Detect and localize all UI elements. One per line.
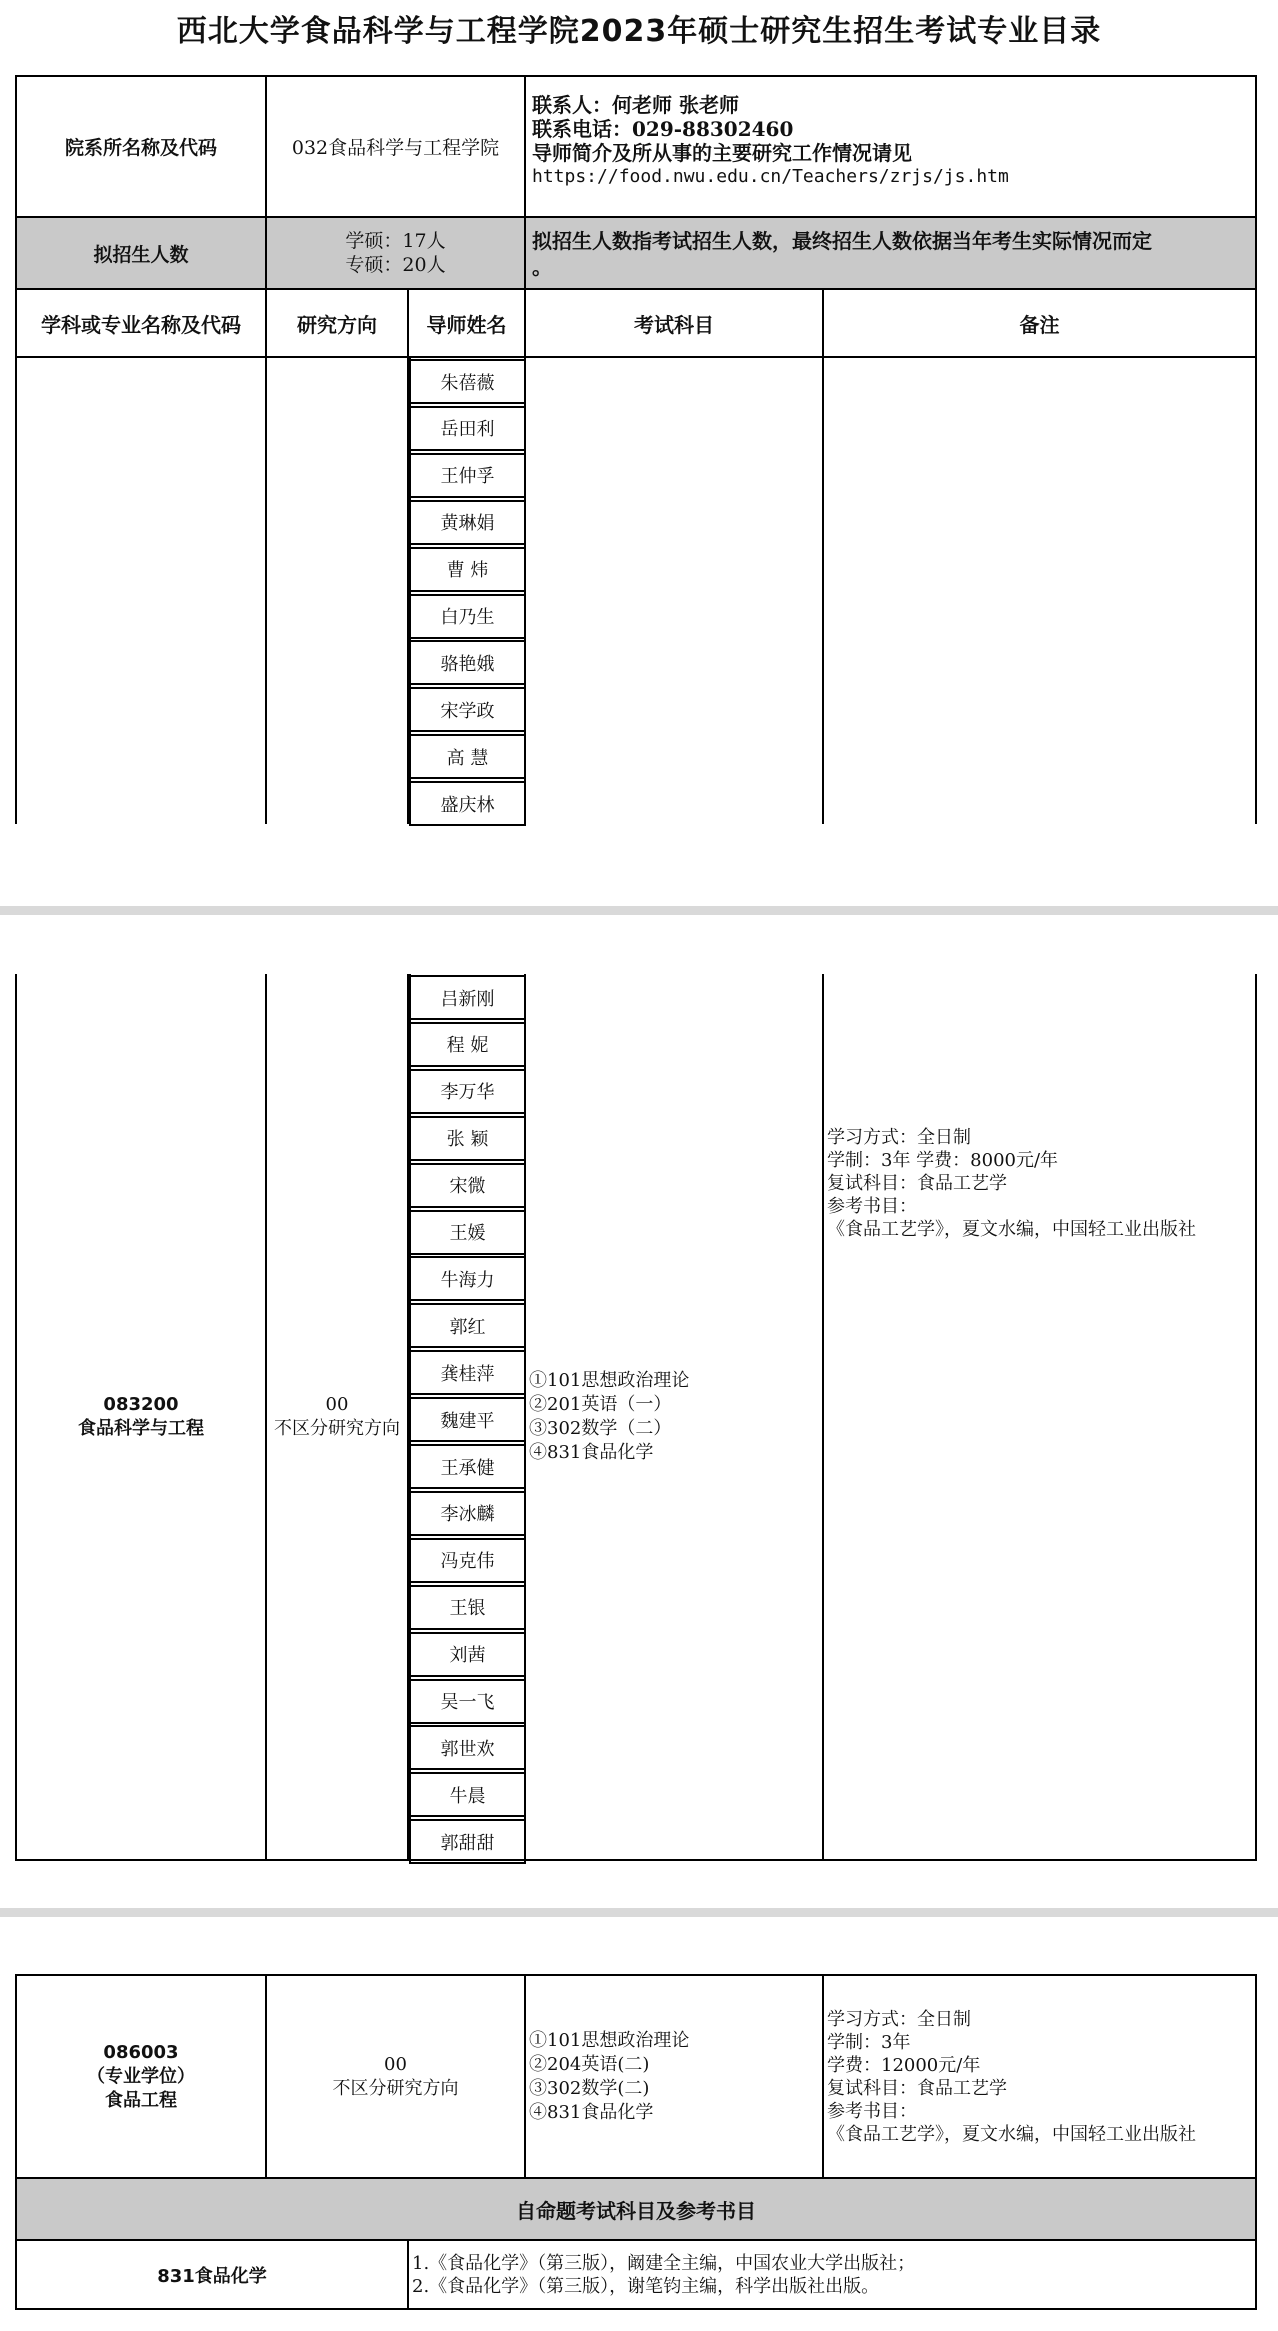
major2-remark-4: 复试科目：食品工艺学	[827, 2078, 1007, 2099]
supervisor-name: 李冰麟	[409, 1491, 526, 1536]
quota-xueshuo: 学硕：17人	[345, 230, 446, 252]
major1-remark-3: 复试科目：食品工艺学	[827, 1173, 1007, 1194]
supervisor-name: 白乃生	[409, 594, 526, 639]
self-exam-book-1: 1.《食品化学》（第三版），阚建全主编，中国农业大学出版社；	[412, 2252, 916, 2274]
supervisor-name: 龚桂萍	[409, 1350, 526, 1395]
supervisor-name: 王仲孚	[409, 453, 526, 498]
major2-exam-3: ③302数学(二)	[529, 2077, 650, 2099]
supervisor-name: 岳田利	[409, 406, 526, 451]
major1-remark-2: 学制：3年 学费：8000元/年	[827, 1150, 1059, 1171]
supervisor-name: 郭甜甜	[409, 1819, 526, 1864]
major2-exam-1: ①101思想政治理论	[529, 2029, 690, 2051]
col-header-direction	[267, 290, 409, 358]
col-header-exam	[526, 290, 824, 358]
page-title: 西北大学食品科学与工程学院2023年硕士研究生招生考试专业目录	[176, 14, 1102, 49]
contact-cell	[526, 75, 1257, 218]
major1-exam-cell	[526, 974, 824, 1861]
major2-exam-2: ②204英语(二)	[529, 2053, 650, 2075]
dept-value: 032食品科学与工程学院	[291, 137, 500, 159]
col-header-supervisor	[409, 290, 526, 358]
major2-direction-name: 不区分研究方向	[332, 2077, 459, 2099]
major2-exam-4: ④831食品化学	[529, 2101, 654, 2123]
supervisor-name: 骆艳娥	[409, 640, 526, 685]
contact-people: 联系人：何老师 张老师	[532, 93, 739, 117]
supervisor-name: 宋微	[409, 1163, 526, 1208]
major1-remark-1: 学习方式：全日制	[827, 1127, 971, 1148]
supervisor-name: 吴一飞	[409, 1679, 526, 1724]
major-col-p1	[15, 358, 267, 824]
major2-remark-1: 学习方式：全日制	[827, 2009, 971, 2030]
contact-phone: 联系电话：029-88302460	[532, 117, 794, 141]
contact-note: 导师简介及所从事的主要研究工作情况请见	[532, 141, 912, 165]
major1-direction-code: 00	[325, 1393, 349, 1415]
col-header-exam-label: 考试科目	[634, 312, 714, 337]
self-exam-subject-cell	[15, 2241, 409, 2310]
supervisor-name: 吕新刚	[409, 975, 526, 1020]
major1-exam-4: ④831食品化学	[529, 1441, 654, 1463]
major2-remark-3: 学费：12000元/年	[827, 2055, 981, 2076]
major1-direction-name: 不区分研究方向	[274, 1417, 400, 1439]
major1-remarks-cell	[824, 974, 1257, 1861]
dept-value-cell	[267, 75, 526, 218]
supervisor-name: 魏建平	[409, 1397, 526, 1442]
quota-zhuanshuo: 专硕：20人	[345, 254, 446, 276]
quota-note-line1: 拟招生人数指考试招生人数，最终招生人数依据当年考生实际情况而定	[532, 229, 1152, 253]
supervisor-name: 宋学政	[409, 687, 526, 732]
self-exam-header	[15, 2179, 1257, 2241]
self-exam-book-2: 2.《食品化学》（第三版），谢笔钧主编，科学出版社出版。	[412, 2275, 880, 2297]
major2-cell	[15, 1974, 267, 2179]
page-separator	[0, 1908, 1278, 1917]
major1-name: 食品科学与工程	[78, 1417, 204, 1439]
col-header-remarks	[824, 290, 1257, 358]
supervisor-name: 黄琳娟	[409, 500, 526, 545]
self-exam-header-label: 自命题考试科目及参考书目	[516, 2198, 756, 2223]
supervisor-name: 郭红	[409, 1303, 526, 1348]
dept-label: 院系所名称及代码	[64, 137, 217, 159]
col-header-direction-label: 研究方向	[297, 312, 377, 337]
quota-label: 拟招生人数	[93, 243, 189, 266]
col-header-remarks-label: 备注	[1019, 312, 1060, 337]
supervisor-col-p2	[409, 974, 526, 1861]
self-exam-subject: 831食品化学	[157, 2265, 267, 2287]
quota-value-cell	[267, 218, 526, 290]
col-header-supervisor-label: 导师姓名	[426, 312, 507, 337]
supervisor-col-p1	[409, 358, 526, 824]
quota-note-line2: 。	[532, 255, 552, 279]
exam-col-p1	[526, 358, 824, 824]
major2-direction-code: 00	[384, 2053, 407, 2075]
major2-remark-5: 参考书目：	[827, 2101, 917, 2122]
self-exam-books-cell	[409, 2241, 1257, 2310]
supervisor-name: 王媛	[409, 1210, 526, 1255]
major2-remark-6: 《食品工艺学》，夏文水编，中国轻工业出版社	[827, 2124, 1196, 2145]
major1-cell	[15, 974, 267, 1861]
supervisor-name: 李万华	[409, 1069, 526, 1114]
supervisor-name: 王银	[409, 1585, 526, 1630]
dept-label-cell	[15, 75, 267, 218]
supervisor-name: 郭世欢	[409, 1725, 526, 1770]
supervisor-name: 王承健	[409, 1444, 526, 1489]
major1-remark-4: 参考书目：	[827, 1196, 917, 1217]
supervisor-name: 高 慧	[409, 734, 526, 779]
major1-direction-cell	[267, 974, 409, 1861]
page-separator	[0, 906, 1278, 915]
major2-code: 086003	[103, 2041, 179, 2063]
supervisor-name: 冯克伟	[409, 1538, 526, 1583]
supervisor-name: 张 颖	[409, 1116, 526, 1161]
major1-code: 083200	[103, 1393, 179, 1415]
major2-exam-cell	[526, 1974, 824, 2179]
quota-note-cell	[526, 218, 1257, 290]
contact-url[interactable]: https://food.nwu.edu.cn/Teachers/zrjs/js.htm	[532, 166, 1009, 187]
major2-remarks-cell	[824, 1974, 1257, 2179]
col-header-major	[15, 290, 267, 358]
major2-name: 食品工程	[105, 2089, 177, 2111]
direction-col-p1	[267, 358, 409, 824]
col-header-major-label: 学科或专业名称及代码	[41, 312, 241, 337]
major2-degree: （专业学位）	[87, 2065, 195, 2087]
major2-remark-2: 学制：3年	[827, 2032, 911, 2053]
major2-direction-cell	[267, 1974, 526, 2179]
major1-exam-3: ③302数学（二）	[529, 1417, 672, 1439]
supervisor-name: 盛庆林	[409, 781, 526, 826]
major1-exam-1: ①101思想政治理论	[529, 1369, 690, 1391]
supervisor-name: 程 妮	[409, 1022, 526, 1067]
major1-remark-5: 《食品工艺学》，夏文水编，中国轻工业出版社	[827, 1219, 1196, 1240]
quota-label-cell	[15, 218, 267, 290]
supervisor-name: 牛海力	[409, 1256, 526, 1301]
supervisor-name: 曹 炜	[409, 547, 526, 592]
supervisor-name: 朱蓓薇	[409, 359, 526, 404]
supervisor-name: 刘茜	[409, 1632, 526, 1677]
supervisor-name: 牛晨	[409, 1772, 526, 1817]
major1-exam-2: ②201英语（一）	[529, 1393, 672, 1415]
remarks-col-p1	[824, 358, 1257, 824]
